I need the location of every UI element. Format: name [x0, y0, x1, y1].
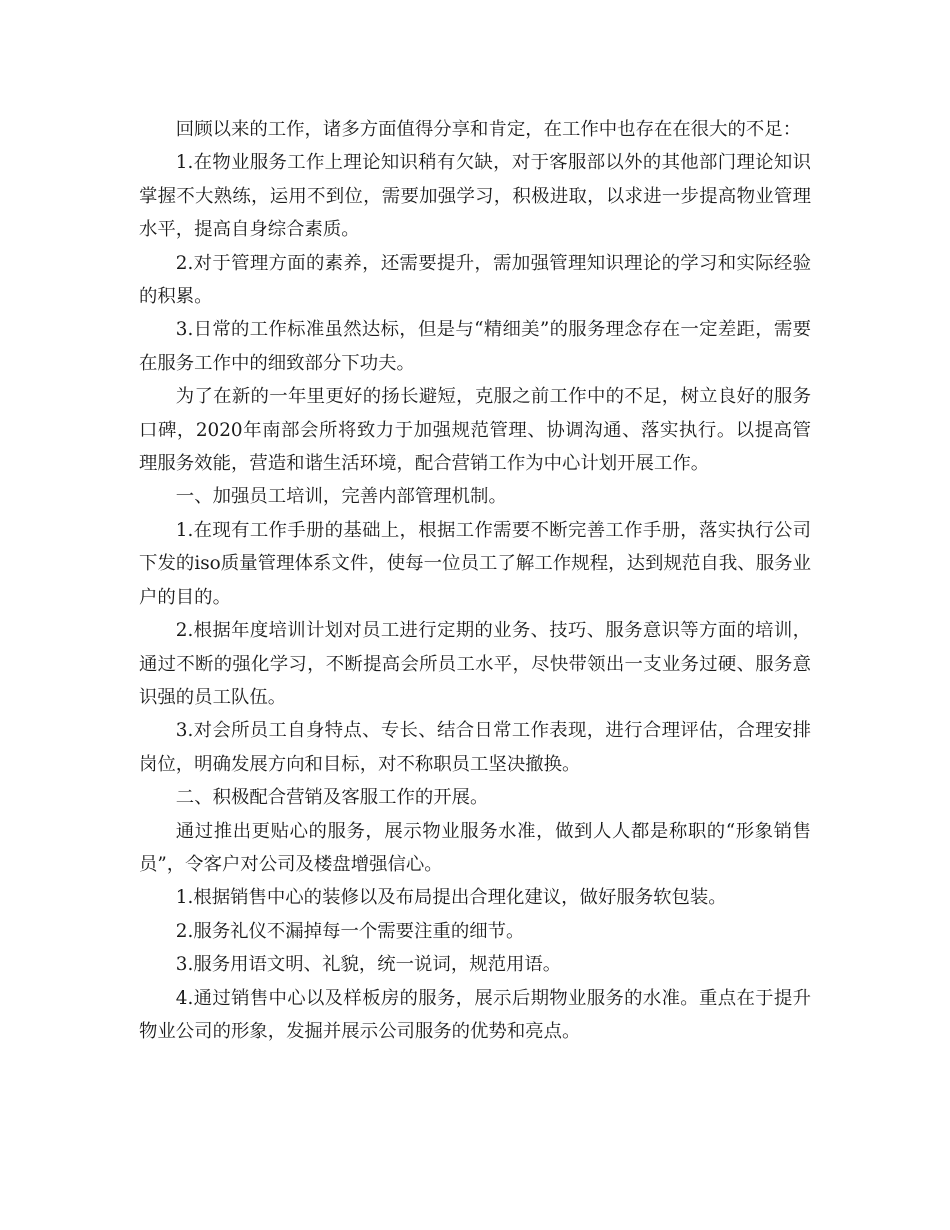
- paragraph-shortcoming-3: 3.日常的工作标准虽然达标，但是与“精细美”的服务理念存在一定差距，需要在服务工作中的细致部分下功夫。: [139, 319, 811, 374]
- document-body: [139, 113, 811, 1048]
- section-heading-staff-training: 一、加强员工培训，完善内部管理机制。: [175, 486, 507, 508]
- paragraph-marketing-4: 4.通过销售中心以及样板房的服务，展示后期物业服务的水准。重点在于提升物业公司的形象，发掘并展示公司服务的优势和亮点。: [139, 987, 811, 1042]
- paragraph-training-3: 3.对会所员工自身特点、专长、结合日常工作表现，进行合理评估，合理安排岗位，明确发展方向和目标，对不称职员工坚决撤换。: [139, 720, 811, 775]
- paragraph-shortcoming-1: 1.在物业服务工作上理论知识稍有欠缺，对于客服部以外的其他部门理论知识掌握不大熟练，运用不到位，需要加强学习，积极进取，以求进一步提高物业管理水平，提高自身综合素质。: [139, 152, 811, 241]
- paragraph-marketing-3: 3.服务用语文明、礼貌，统一说词，规范用语。: [175, 954, 562, 976]
- paragraph-review-intro: 回顾以来的工作，诸多方面值得分享和肯定，在工作中也存在在很大的不足：: [175, 119, 802, 140]
- paragraph-training-1: 1.在现有工作手册的基础上，根据工作需要不断完善工作手册，落实执行公司下发的iso质量管理体系文件，使每一位员工了解工作规程，达到规范自我、服务业户的目的。: [139, 519, 811, 608]
- paragraph-marketing-intro: 通过推出更贴心的服务，展示物业服务水准，做到人人都是称职的“形象销售员”，令客户对公司及楼盘增强信心。: [139, 820, 811, 875]
- paragraph-training-2: 2.根据年度培训计划对员工进行定期的业务、技巧、服务意识等方面的培训，通过不断的强化学习，不断提高会所员工水平，尽快带领出一支业务过硬、服务意识强的员工队伍。: [139, 620, 811, 708]
- paragraph-plan-intro: 为了在新的一年里更好的扬长避短，克服之前工作中的不足，树立良好的服务口碑，2020年南部会所将致力于加强规范管理、协调沟通、落实执行。以提高管理服务效能，营造和谐生活环境，配合营销工作为中心计划开展工作。: [139, 386, 811, 475]
- paragraph-marketing-1: 1.根据销售中心的装修以及布局提出合理化建议，做好服务软包装。: [175, 887, 727, 909]
- paragraph-marketing-2: 2.服务礼仪不漏掉每一个需要注重的细节。: [175, 920, 525, 942]
- section-heading-marketing-support: 二、积极配合营销及客服工作的开展。: [175, 787, 489, 809]
- paragraph-shortcoming-2: 2.对于管理方面的素养，还需要提升，需加强管理知识理论的学习和实际经验的积累。: [139, 252, 811, 308]
